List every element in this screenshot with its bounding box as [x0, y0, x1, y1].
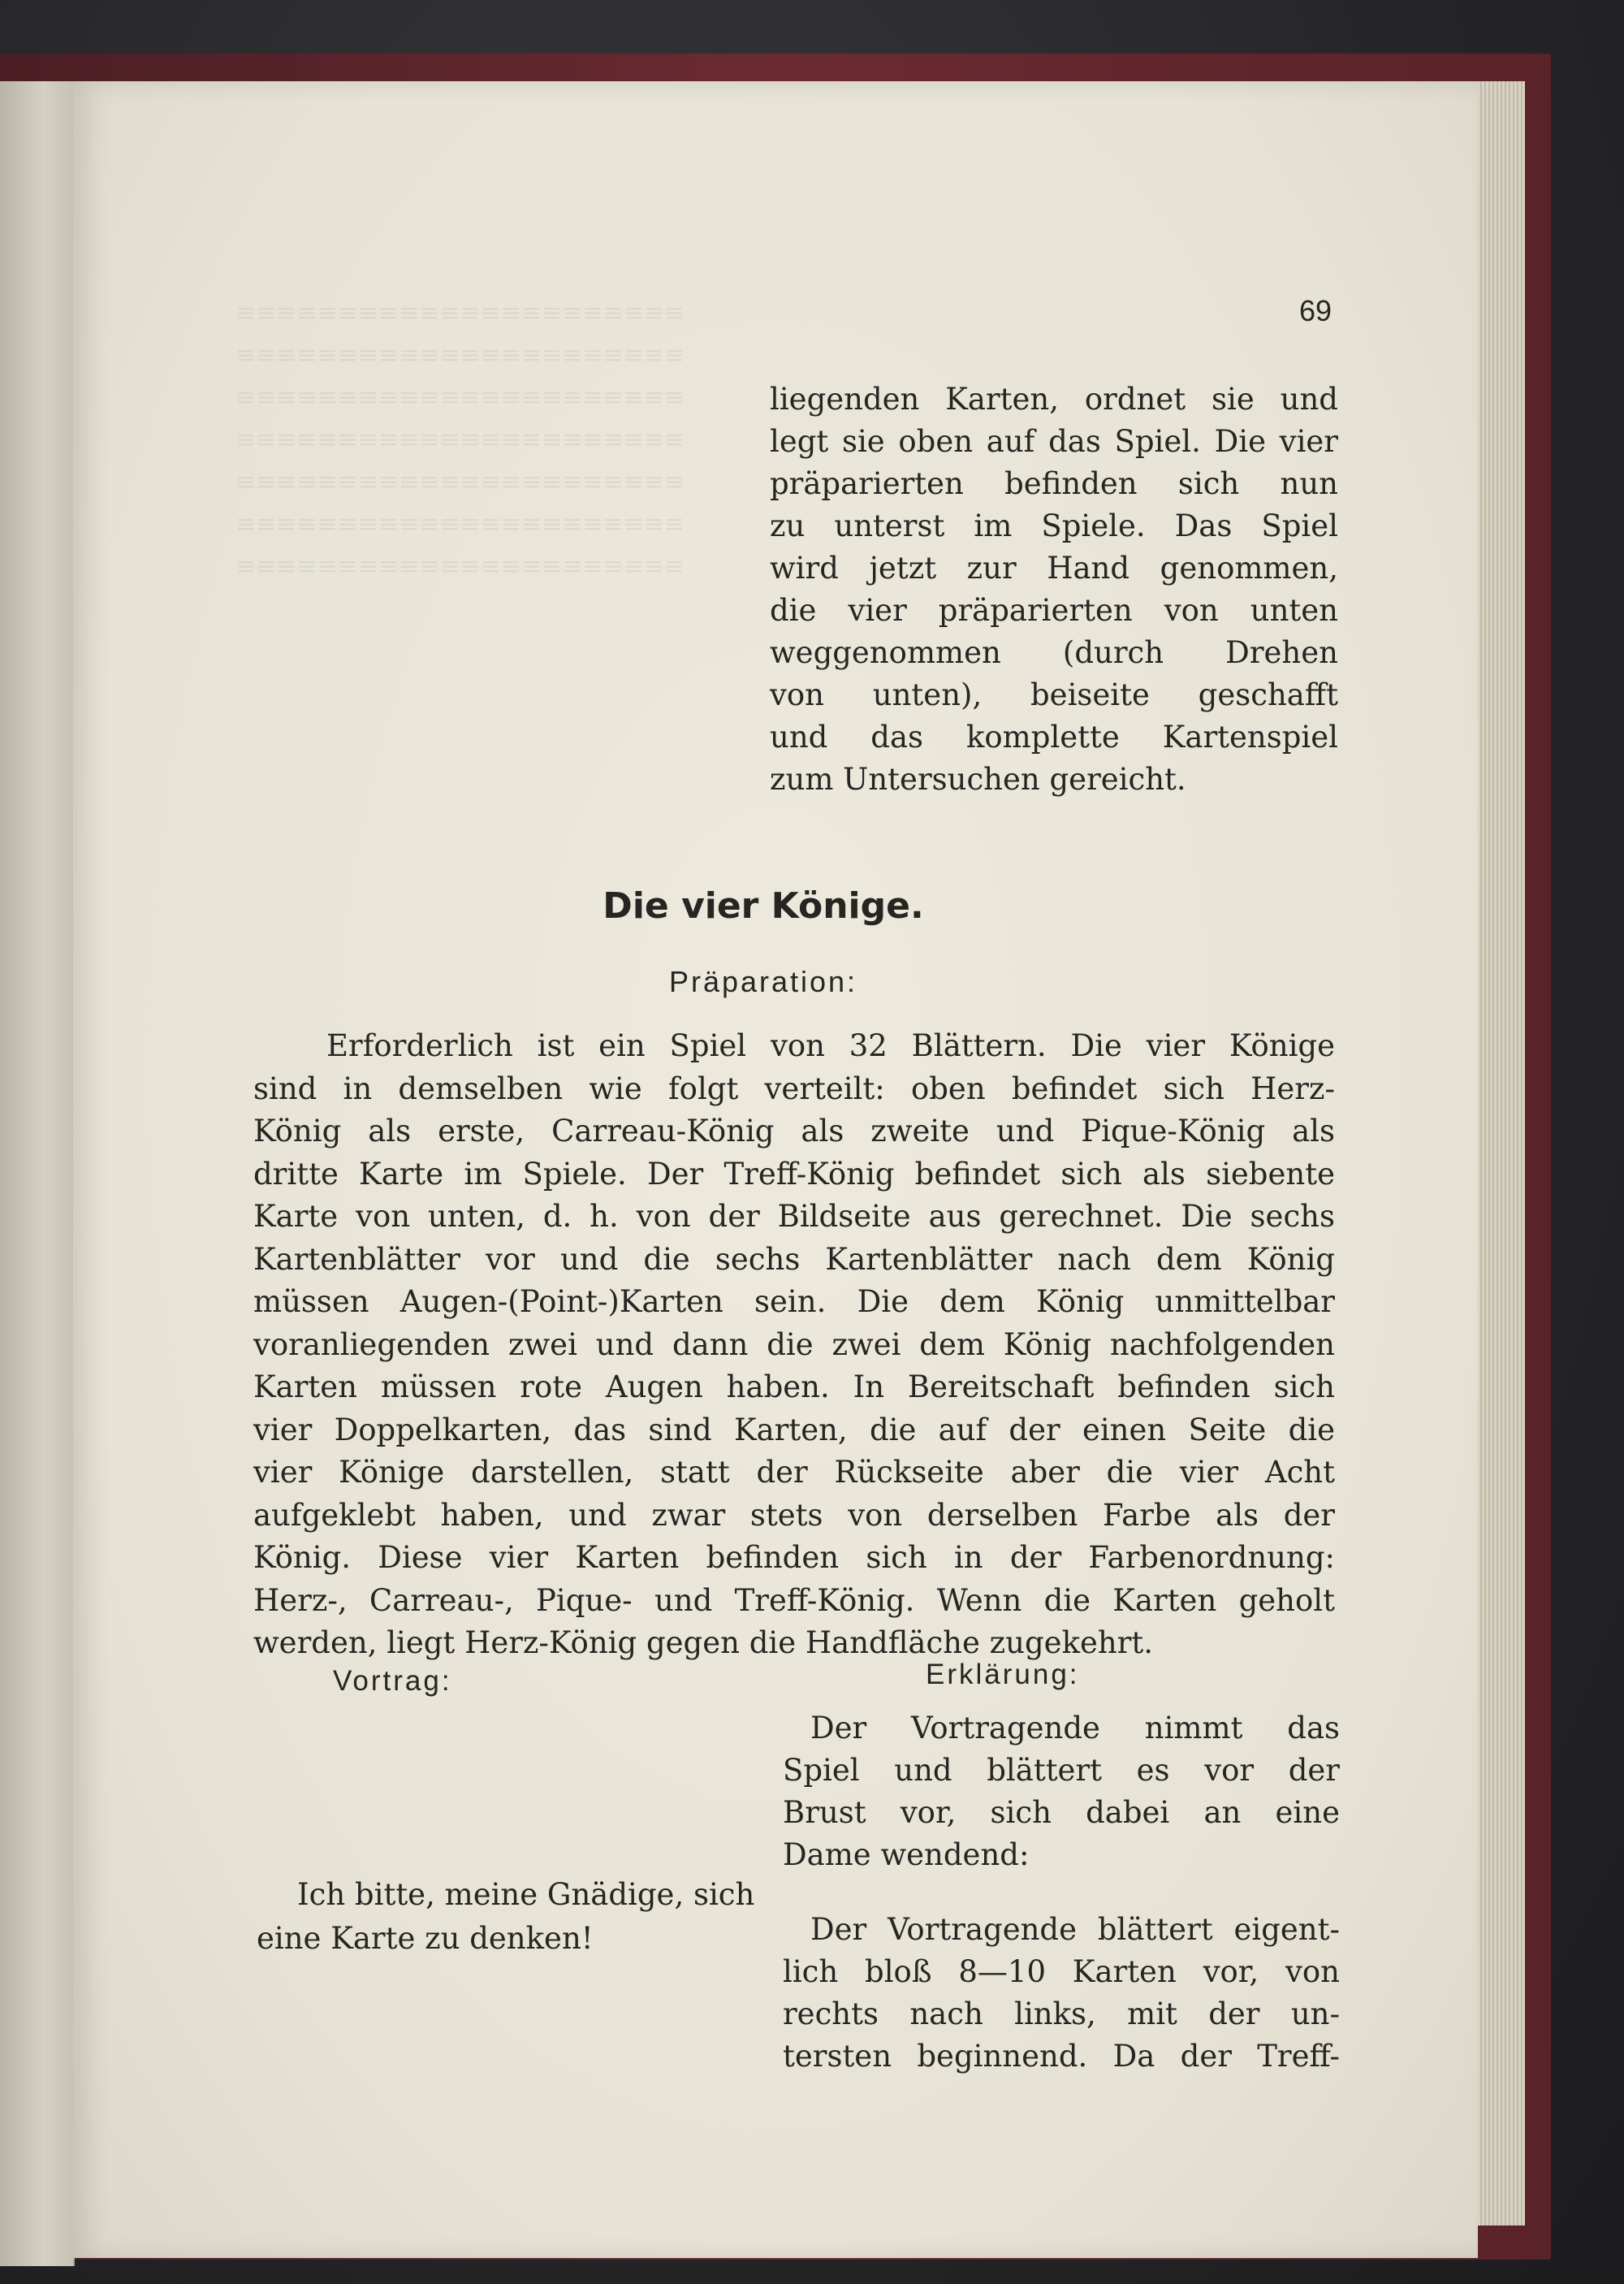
book-page: [73, 81, 1478, 2258]
text-line: Ich bitte, meine Gnädige, sich: [297, 1877, 755, 1912]
text-line: zu unterst im Spiele. Das Spiel: [770, 508, 1338, 543]
text-line: vier Doppelkarten, das sind Karten, die auf der einen Seite die: [253, 1412, 1335, 1447]
text-line: liegenden Karten, ordnet sie und: [770, 382, 1338, 417]
text-line: Kartenblätter vor und die sechs Kartenblätter nach dem König: [253, 1241, 1335, 1277]
show-through-texture: ≡≡≡≡≡≡≡≡≡≡≡≡≡≡≡≡≡≡≡≡≡≡ ≡≡≡≡≡≡≡≡≡≡≡≡≡≡≡≡≡≡≡≡≡≡ ≡≡≡≡≡≡≡≡≡≡≡≡≡≡≡≡≡≡≡≡≡≡ ≡≡≡≡≡≡≡≡≡≡≡≡≡≡≡≡≡≡≡≡≡≡ ≡≡≡≡≡≡≡≡≡≡≡≡≡≡≡≡≡≡≡≡≡≡ ≡≡≡≡≡≡≡≡≡≡≡≡≡≡≡≡≡≡≡≡≡≡ ≡≡≡≡≡≡≡≡≡≡≡≡≡≡≡≡≡≡≡≡≡≡: [235, 299, 685, 581]
erklaerung-paragraph-1: [783, 1707, 1340, 1876]
text-line: Dame wendend:: [783, 1837, 1030, 1872]
text-line: König. Diese vier Karten befinden sich in der Farbenordnung:: [253, 1540, 1335, 1575]
text-line: tersten beginnend. Da der Treff-: [783, 2039, 1340, 2074]
text-line: rechts nach links, mit der un-: [783, 1996, 1340, 2031]
column-heading-erklaerung: Erklärung:: [926, 1659, 1080, 1690]
text-line: Herz-, Carreau-, Pique- und Treff-König. Wenn die Karten geholt: [253, 1582, 1335, 1618]
text-line: präparierten befinden sich nun: [770, 466, 1338, 501]
section-title: Die vier Könige.: [603, 885, 924, 927]
text-line: die vier präparierten von unten: [770, 593, 1338, 628]
text-line: wird jetzt zur Hand genommen,: [770, 551, 1338, 586]
vortrag-paragraph-1: [257, 1873, 817, 1961]
column-heading-vortrag: Vortrag:: [333, 1665, 452, 1697]
text-line: müssen Augen-(Point-)Karten sein. Die dem König unmittelbar: [253, 1284, 1335, 1319]
text-line: von unten), beiseite geschafft: [770, 677, 1338, 712]
text-line: Karte von unten, d. h. von der Bildseite aus gerechnet. Die sechs: [253, 1199, 1335, 1234]
text-line: dritte Karte im Spiele. Der Treff-König befindet sich als siebente: [253, 1156, 1335, 1192]
text-line: Karten müssen rote Augen haben. In Bereitschaft befinden sich: [253, 1369, 1335, 1404]
top-paragraph: [770, 379, 1338, 801]
left-page-edge: [0, 81, 75, 2266]
text-line: voranliegenden zwei und dann die zwei dem König nachfolgenden: [253, 1326, 1335, 1362]
text-line: lich bloß 8—10 Karten vor, von: [783, 1954, 1340, 1989]
page-number: 69: [1298, 294, 1332, 327]
text-line: zum Untersuchen gereicht.: [770, 762, 1186, 797]
text-line: Brust vor, sich dabei an eine: [783, 1795, 1340, 1830]
text-line: und das komplette Kartenspiel: [770, 720, 1338, 755]
text-line: legt sie oben auf das Spiel. Die vier: [770, 424, 1338, 459]
subheading-praeparation: Präparation:: [668, 965, 858, 998]
text-line: Spiel und blättert es vor der: [783, 1753, 1340, 1788]
text-line: König als erste, Carreau-König als zweite und Pique-König als: [253, 1114, 1335, 1148]
main-paragraph: [253, 1025, 1335, 1665]
text-line: werden, liegt Herz-König gegen die Handfläche zugekehrt.: [253, 1625, 1154, 1660]
erklaerung-paragraph-2: [783, 1909, 1340, 2078]
text-line: vier Könige darstellen, statt der Rückseite aber die vier Acht: [253, 1455, 1335, 1490]
text-line: aufgeklebt haben, und zwar stets von derselben Farbe als der: [253, 1497, 1335, 1533]
text-line: weggenommen (durch Drehen: [770, 635, 1338, 670]
text-line: Der Vortragende nimmt das: [810, 1711, 1340, 1745]
text-line: Der Vortragende blättert eigent-: [810, 1912, 1340, 1947]
text-line: Erforderlich ist ein Spiel von 32 Blättern. Die vier Könige: [326, 1028, 1335, 1063]
text-line: eine Karte zu denken!: [257, 1921, 594, 1956]
text-line: sind in demselben wie folgt verteilt: oben befindet sich Herz-: [253, 1071, 1335, 1106]
